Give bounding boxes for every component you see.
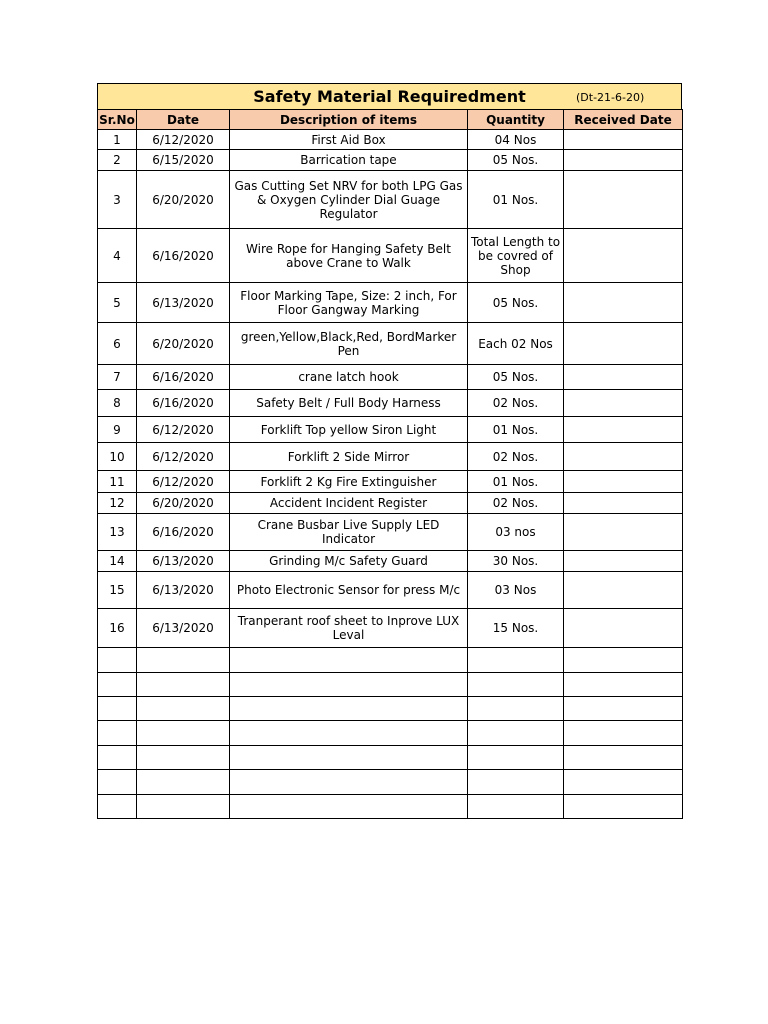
row-received-date <box>564 130 683 150</box>
table-row <box>98 283 683 323</box>
table-row <box>98 551 683 572</box>
row-description: First Aid Box <box>230 130 468 150</box>
row-quantity: 01 Nos. <box>468 471 564 493</box>
row-description: Photo Electronic Sensor for press M/c <box>230 572 468 609</box>
column-header-received-date: Received Date <box>564 110 683 130</box>
row-description <box>230 648 468 673</box>
row-quantity: 15 Nos. <box>468 609 564 648</box>
row-quantity: 02 Nos. <box>468 443 564 471</box>
row-received-date <box>564 365 683 390</box>
row-srno: 5 <box>98 283 137 323</box>
row-quantity: 04 Nos <box>468 130 564 150</box>
table-row <box>98 323 683 365</box>
row-srno <box>98 673 137 697</box>
row-received-date <box>564 150 683 171</box>
row-description <box>230 673 468 697</box>
row-srno: 4 <box>98 229 137 283</box>
row-received-date <box>564 746 683 770</box>
table-header-row <box>98 110 683 130</box>
row-received-date <box>564 770 683 795</box>
row-quantity: Total Length to be covred of Shop <box>468 229 564 283</box>
materials-table <box>97 109 683 819</box>
row-description: Gas Cutting Set NRV for both LPG Gas & Oxygen Cylinder Dial Guage Regulator <box>230 171 468 229</box>
safety-material-sheet <box>97 83 682 819</box>
row-description: Barrication tape <box>230 150 468 171</box>
row-srno: 15 <box>98 572 137 609</box>
row-date: 6/13/2020 <box>137 283 230 323</box>
row-date: 6/16/2020 <box>137 390 230 417</box>
row-received-date <box>564 795 683 819</box>
table-row <box>98 609 683 648</box>
row-srno: 14 <box>98 551 137 572</box>
table-row <box>98 572 683 609</box>
row-received-date <box>564 323 683 365</box>
table-row <box>98 365 683 390</box>
row-srno: 16 <box>98 609 137 648</box>
row-date: 6/12/2020 <box>137 130 230 150</box>
row-srno: 12 <box>98 493 137 514</box>
row-srno: 1 <box>98 130 137 150</box>
row-received-date <box>564 229 683 283</box>
row-description: Grinding M/c Safety Guard <box>230 551 468 572</box>
row-date: 6/12/2020 <box>137 417 230 443</box>
column-header-description: Description of items <box>230 110 468 130</box>
row-description: crane latch hook <box>230 365 468 390</box>
row-srno <box>98 721 137 746</box>
row-received-date <box>564 673 683 697</box>
row-date: 6/12/2020 <box>137 471 230 493</box>
row-quantity: 03 nos <box>468 514 564 551</box>
row-quantity <box>468 795 564 819</box>
row-srno: 9 <box>98 417 137 443</box>
row-srno: 10 <box>98 443 137 471</box>
title-bar <box>97 83 682 109</box>
row-srno <box>98 746 137 770</box>
row-quantity: Each 02 Nos <box>468 323 564 365</box>
column-header-srno: Sr.No <box>98 110 137 130</box>
row-received-date <box>564 390 683 417</box>
row-received-date <box>564 417 683 443</box>
row-received-date <box>564 697 683 721</box>
table-row <box>98 390 683 417</box>
row-srno: 7 <box>98 365 137 390</box>
row-received-date <box>564 551 683 572</box>
row-description: Forklift 2 Side Mirror <box>230 443 468 471</box>
column-header-quantity: Quantity <box>468 110 564 130</box>
table-row <box>98 648 683 673</box>
row-quantity: 05 Nos. <box>468 283 564 323</box>
row-quantity: 03 Nos <box>468 572 564 609</box>
table-row <box>98 770 683 795</box>
row-quantity <box>468 721 564 746</box>
table-row <box>98 493 683 514</box>
row-quantity <box>468 746 564 770</box>
row-srno <box>98 795 137 819</box>
row-description: Forklift Top yellow Siron Light <box>230 417 468 443</box>
row-description: Wire Rope for Hanging Safety Belt above Crane to Walk <box>230 229 468 283</box>
row-srno: 2 <box>98 150 137 171</box>
row-date: 6/16/2020 <box>137 229 230 283</box>
table-row <box>98 721 683 746</box>
row-quantity <box>468 648 564 673</box>
row-date: 6/20/2020 <box>137 323 230 365</box>
row-srno: 6 <box>98 323 137 365</box>
row-quantity: 01 Nos. <box>468 417 564 443</box>
row-date <box>137 746 230 770</box>
table-row <box>98 471 683 493</box>
row-date: 6/16/2020 <box>137 365 230 390</box>
row-description: Floor Marking Tape, Size: 2 inch, For Floor Gangway Marking <box>230 283 468 323</box>
document-date: (Dt-21-6-20) <box>576 91 645 104</box>
table-row <box>98 171 683 229</box>
row-date <box>137 770 230 795</box>
row-received-date <box>564 514 683 551</box>
row-description <box>230 770 468 795</box>
row-quantity <box>468 770 564 795</box>
row-received-date <box>564 471 683 493</box>
row-date <box>137 721 230 746</box>
row-date: 6/12/2020 <box>137 443 230 471</box>
row-received-date <box>564 572 683 609</box>
row-received-date <box>564 493 683 514</box>
row-srno: 11 <box>98 471 137 493</box>
table-row <box>98 130 683 150</box>
row-description: Tranperant roof sheet to Inprove LUX Leval <box>230 609 468 648</box>
row-date: 6/13/2020 <box>137 551 230 572</box>
row-srno <box>98 770 137 795</box>
row-srno: 8 <box>98 390 137 417</box>
table-row <box>98 697 683 721</box>
row-date <box>137 648 230 673</box>
row-date: 6/13/2020 <box>137 609 230 648</box>
table-row <box>98 229 683 283</box>
row-received-date <box>564 283 683 323</box>
row-received-date <box>564 609 683 648</box>
row-description: Accident Incident Register <box>230 493 468 514</box>
row-srno: 3 <box>98 171 137 229</box>
row-date: 6/15/2020 <box>137 150 230 171</box>
table-row <box>98 746 683 770</box>
row-quantity: 01 Nos. <box>468 171 564 229</box>
row-quantity: 05 Nos. <box>468 365 564 390</box>
table-row <box>98 673 683 697</box>
row-srno <box>98 648 137 673</box>
row-date: 6/20/2020 <box>137 493 230 514</box>
row-quantity: 30 Nos. <box>468 551 564 572</box>
table-row <box>98 795 683 819</box>
column-header-date: Date <box>137 110 230 130</box>
row-quantity: 02 Nos. <box>468 390 564 417</box>
row-received-date <box>564 721 683 746</box>
row-received-date <box>564 171 683 229</box>
row-quantity <box>468 697 564 721</box>
table-row <box>98 514 683 551</box>
row-quantity: 05 Nos. <box>468 150 564 171</box>
row-description: Forklift 2 Kg Fire Extinguisher <box>230 471 468 493</box>
row-description: green,Yellow,Black,Red, BordMarker Pen <box>230 323 468 365</box>
row-description: Safety Belt / Full Body Harness <box>230 390 468 417</box>
row-date: 6/13/2020 <box>137 572 230 609</box>
table-row <box>98 443 683 471</box>
row-date <box>137 697 230 721</box>
row-description: Crane Busbar Live Supply LED Indicator <box>230 514 468 551</box>
row-srno: 13 <box>98 514 137 551</box>
row-description <box>230 721 468 746</box>
row-date <box>137 795 230 819</box>
row-received-date <box>564 443 683 471</box>
row-date: 6/20/2020 <box>137 171 230 229</box>
row-srno <box>98 697 137 721</box>
row-quantity: 02 Nos. <box>468 493 564 514</box>
table-row <box>98 150 683 171</box>
row-date: 6/16/2020 <box>137 514 230 551</box>
row-description <box>230 697 468 721</box>
row-date <box>137 673 230 697</box>
row-quantity <box>468 673 564 697</box>
sheet-title: Safety Material Requiredment <box>253 87 526 106</box>
table-row <box>98 417 683 443</box>
table-body <box>98 130 683 819</box>
row-received-date <box>564 648 683 673</box>
row-description <box>230 795 468 819</box>
row-description <box>230 746 468 770</box>
